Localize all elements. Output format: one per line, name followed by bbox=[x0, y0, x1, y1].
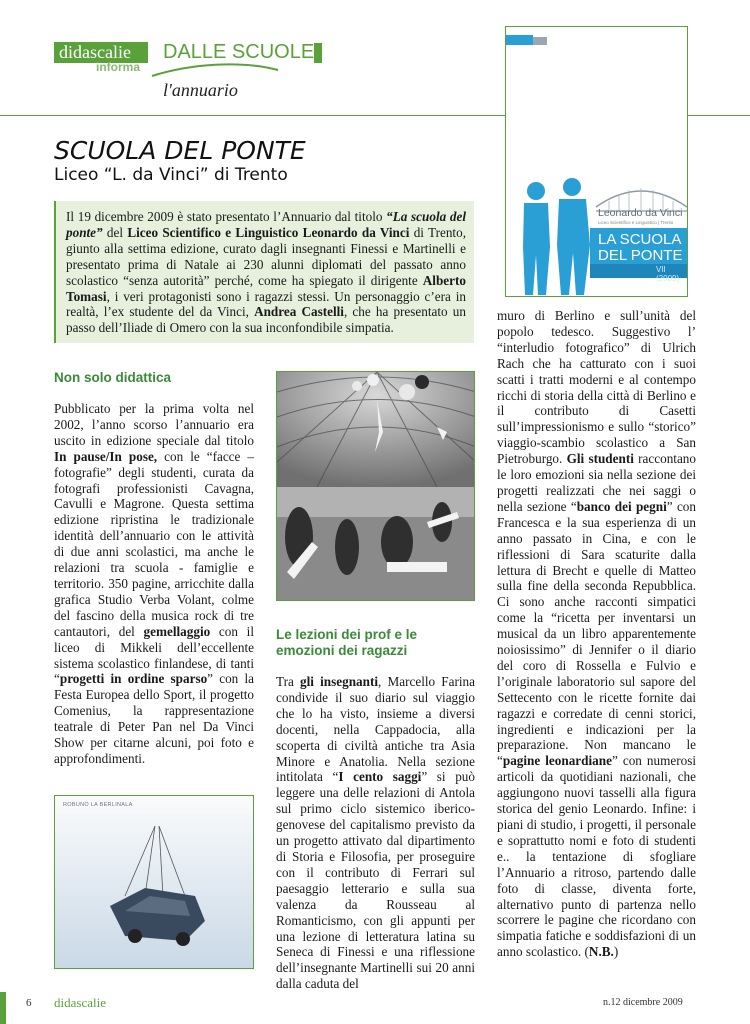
cover-edition: VII (2009) bbox=[656, 265, 680, 283]
text-run: di Trento, giunto alla settima edizione, curato dagli insegnanti Finessi e Martinelli e presentato prima di Natale ai 230 alunni diplomati del passato anno scolastico “senza autorità” perché, come ha spiegato il dirigente bbox=[66, 224, 466, 288]
text-run: del bbox=[102, 224, 128, 240]
annuario-cover bbox=[505, 26, 688, 297]
text-run: ” con numerosi articoli da quotidiani nazionali, che aggiungono nuovi tasselli alla figura storica del genio Leonardo. Infine: i piani di studio, i progetti, il personale e soprattutto nomi e foto di studenti e.. la tentazione di sfogliare l’Annuario a ritroso, partendo dalle foto di classe, diventa forte, alternativo punto di partenza nello scorrere le pagine che ricordano con simpatia fatiche e soddisfazioni di un anno scolastico. ( bbox=[497, 753, 696, 960]
concert-photo-image bbox=[277, 372, 475, 601]
text-run: muro di Berlino e sull’unità del popolo tedesco. Suggestivo l’ “interludio fotografico” di Ulrich Rach che ha catturato con i suoi scatti i tratti moderni e al contempo ricchi di storia della città di Berlino e il contributo di Casetti sull’impressionismo e sullo “storico” viaggio-scambio scolastico a San Pietroburgo. bbox=[497, 308, 696, 467]
column-3 bbox=[497, 308, 696, 960]
bold-text: Alberto Tomasi bbox=[66, 272, 466, 304]
column-2 bbox=[276, 674, 475, 992]
column-1 bbox=[54, 401, 254, 767]
book-photo-caption: ROBUNO LA BERLINALA bbox=[63, 802, 133, 808]
column-3-text bbox=[497, 308, 696, 960]
bold-text: Gli studenti bbox=[566, 451, 634, 467]
footer-brand: didascalie bbox=[54, 995, 106, 1010]
bold-text: gemellaggio bbox=[143, 623, 211, 639]
bold-text: pagine leonardiane bbox=[502, 753, 612, 769]
text-run: con il liceo di Mikkeli dell’eccellente sistema scolastico finlandese, di tanti “ bbox=[54, 623, 254, 687]
bold-text: progetti in ordine sparso bbox=[59, 671, 208, 687]
intro-text bbox=[66, 209, 466, 336]
header-brand-sub: informa bbox=[96, 60, 141, 74]
cover-title-line1: LA SCUOLA bbox=[598, 231, 682, 248]
header-swoosh bbox=[150, 62, 280, 78]
footer-bar bbox=[0, 992, 6, 1024]
cover-brand: Leonardo da Vinci bbox=[598, 207, 683, 219]
text-run: Pubblicato per la prima volta nel 2002, l’anno scorso l’annuario era uscito in edizione speciale dal titolo bbox=[54, 401, 254, 448]
article-title: SCUOLA DEL PONTE bbox=[54, 136, 306, 165]
text-run: con le “facce – fotografie” degli studenti, curata da fotografi professionisti Cavagna, Cavulli e Magrone. Questa settima edizione ripristina le tradizionale identità dell’annuario con le attività di due anni scolastici, ma anche le relazioni tra scuola - famiglie e territorio. 350 pagine, arricchite dalla grafica Studio Verba Volant, colme del fascino della musica rock di tre cantautori, del bbox=[54, 448, 255, 639]
text-run: ” con Francesca e la sua esperienza di un anno passato in Cina, e con le riflessioni di Sara scaturite dalla lettura di Brecht e quelle di Matteo sulla fine della seconda Repubblica. Ci sono anche racconti simpatici come la “ricetta per inventarsi un musical da un libro apparentemente noiosissimo” di Jennifer o il diario del coro di Rossella e Fulvio e l’originale laboratorio sul sapore del Settecento con le ricette fornite dai ragazzi e corredate di cenni storici, ingredienti e indicazioni per la preparazione. Non mancano le “ bbox=[497, 498, 696, 769]
column-1-text bbox=[54, 401, 254, 767]
cover-title-line2: DEL PONTE bbox=[598, 247, 683, 264]
header-section: DALLE SCUOLE bbox=[163, 41, 315, 63]
bold-text: I cento saggi bbox=[338, 769, 422, 785]
text-run: ) bbox=[613, 944, 619, 960]
footer-page-number: 6 bbox=[26, 997, 32, 1009]
bold-text: N.B. bbox=[588, 944, 614, 960]
text-run: , che ha presentato un passo dell’Iliade di Omero con la sua inconfondibile simpatia. bbox=[66, 304, 466, 336]
heading-non-solo-didattica: Non solo didattica bbox=[54, 370, 172, 385]
header-section-marker bbox=[314, 43, 322, 63]
bold-text: banco dei pegni bbox=[576, 498, 667, 514]
text-run: ” con la Festa Europea dello Sport, il progetto Comenius, la rappresentazione teatrale di Peter Pan nel Da Vinci Show per citarne alcuni, poi foto e approfondimenti. bbox=[54, 671, 254, 766]
cover-corner-mark-grey bbox=[533, 37, 547, 45]
header-brand: didascalie bbox=[59, 42, 131, 62]
bold-text: Liceo Scientifico e Linguistico Leonardo da Vinci bbox=[127, 224, 410, 240]
text-run: , i veri protagonisti sono i ragazzi stessi. Un personaggio c’era in realtà, l’ex studente del da Vinci, bbox=[66, 288, 466, 320]
text-run: Tra bbox=[276, 674, 301, 689]
intro-box bbox=[54, 201, 474, 343]
bold-text: gli insegnanti bbox=[300, 674, 379, 689]
text-run: Il 19 dicembre 2009 è stato presentato l’Annuario dal titolo bbox=[66, 209, 387, 224]
book-photo-image bbox=[55, 796, 254, 969]
bold-text: Andrea Castelli bbox=[254, 304, 344, 320]
book-photo bbox=[54, 795, 254, 969]
text-run: raccontano le loro emozioni sia nella sezione dei progetti realizzati che nei saggi o nella sezione “ bbox=[497, 451, 696, 514]
heading-lezioni-dei-prof: Le lezioni dei prof e le emozioni dei ragazzi bbox=[276, 627, 418, 658]
text-run: ” si può leggere una delle relazioni di Antola sul primo ciclo sistemico iberico-genovese del capitalismo previsto da un progetto attivato dal dipartimento di Storia e Filosofia, per proseguire con il contributo di Ferrari sul paesaggio letterario e sulla sua valenza da Rousseau al Romanticismo, con gli appunti per una lezione di letteratura latina su Seneca di Finessi e una riflessione dell’insegnante Martinelli sui 20 anni dalla caduta del bbox=[276, 769, 475, 992]
cover-corner-mark bbox=[506, 35, 533, 45]
column-2-text bbox=[276, 674, 475, 992]
footer-issue: n.12 dicembre 2009 bbox=[603, 997, 683, 1008]
bold-text: In pause/In pose, bbox=[54, 448, 158, 464]
text-run: , Marcello Farina condivide il suo diario sul viaggio che lo ha visto, insieme a diversi docenti, nella Cappadocia, alla scoperta di civiltà antiche tra Asia Minore e Anatolia. Nella sezione intitolata “ bbox=[276, 674, 475, 785]
header-subsection: l'annuario bbox=[163, 80, 238, 100]
cover-brand-sub: Liceo Scientifico e Linguistico | Trento bbox=[598, 220, 674, 225]
article-subtitle: Liceo “L. da Vinci” di Trento bbox=[54, 165, 288, 185]
bold-italic-text: “La scuola del ponte” bbox=[66, 209, 467, 240]
concert-photo bbox=[276, 371, 475, 601]
